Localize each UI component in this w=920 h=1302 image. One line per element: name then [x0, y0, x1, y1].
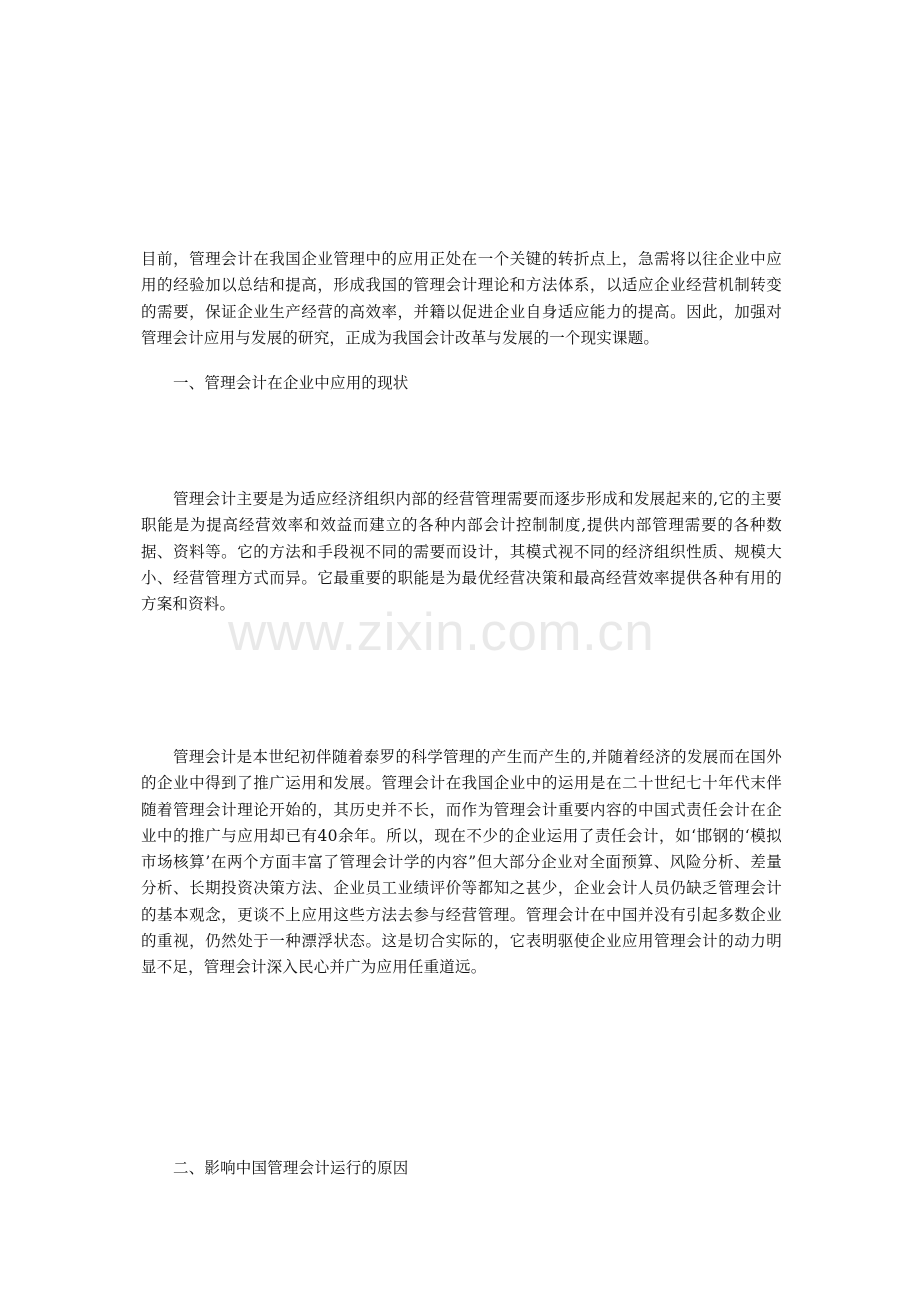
section-heading-2: 二、影响中国管理会计运行的原因 [173, 1159, 409, 1177]
body-paragraph-3: 管理会计是本世纪初伴随着泰罗的科学管理的产生而产生的,并随着经济的发展而在国外的企业中得到了推广运用和发展。管理会计在我国企业中的运用是在二十世纪七十年代末伴随着管理会计理论开始的，其历史并不长，而作为管理会计重要内容的中国式责任会计在企业中的推广与应用却已有40余年。所以，现在不少的企业运用了责任会计，如‘邯钢的‘模拟市场核算’在两个方面丰富了管理会计学的内容”但大部分企业对全面预算、风险分析、差量分析、长期投资决策方法、企业员工业绩评价等都知之甚少，企业会计人员仍缺乏管理会计的基本观念，更谈不上应用这些方法去参与经营管理。管理会计在中国并没有引起多数企业的重视，仍然处于一种漂浮状态。这是切合实际的，它表明驱使企业应用管理会计的动力明显不足，管理会计深入民心并广为应用任重道远。 [141, 748, 782, 977]
body-paragraph-2: 管理会计主要是为适应经济组织内部的经营管理需要而逐步形成和发展起来的,它的主要职能是为提高经营效率和效益而建立的各种内部会计控制制度,提供内部管理需要的各种数据、资料等。它的方法和手段视不同的需要而设计，其模式视不同的经济组织性质、规模大小、经营管理方式而异。它最重要的职能是为最优经营决策和最高经营效率提供各种有用的方案和资料。 [141, 490, 782, 614]
section-heading-1: 一、管理会计在企业中应用的现状 [173, 374, 409, 392]
watermark: www.zixin.com.cn [228, 603, 655, 662]
intro-paragraph: 目前，管理会计在我国企业管理中的应用正处在一个关键的转折点上，急需将以往企业中应用的经验加以总结和提高，形成我国的管理会计理论和方法体系，以适应企业经营机制转变的需要，保证企业生产经营的高效率，并籍以促进企业自身适应能力的提高。因此，加强对管理会计应用与发展的研究，正成为我国会计改革与发展的一个现实课题。 [141, 250, 782, 347]
